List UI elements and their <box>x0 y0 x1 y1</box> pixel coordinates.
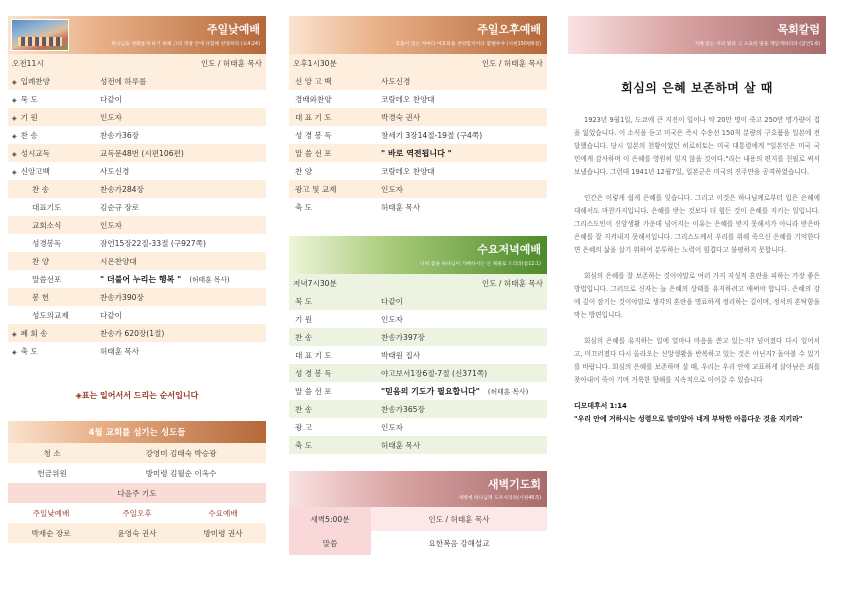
order-value-text: 허태훈 목사 <box>381 202 421 212</box>
order-value-text: 교독문48번 (시편106편) <box>100 148 184 158</box>
order-value <box>377 180 547 198</box>
order-label <box>289 310 377 328</box>
article-paragraph: 인간은 이렇게 쉽게 은혜를 잊습니다. 그리고 이것은 하나님께로부터 입은 은혜에 대해서도 마찬가지입니다. 은혜를 받는 것보다 더 힘든 것이 은혜를 지키는 일입니다. 그리스도인이 신앙생활 가운데 넘어지는 이유는 은혜를 받지 못해서가 아니라 받은바 은혜를 잘 지켜내지 못해서입니다. 그리스도께서 우리를 위해 죽으신 은혜를 기억한다면 은혜의 삶을 살기 위하여 분투하는 노력이 힘겹다고 불평하지 못합니다. <box>574 194 820 254</box>
order-value <box>96 90 266 108</box>
order-row <box>289 310 547 328</box>
order-label-text: 대표기도 <box>32 202 62 212</box>
order-value-text: 김순규 장로 <box>100 202 140 212</box>
morning-title: 주일낮예배 <box>206 23 260 36</box>
order-value-text: 다같이 <box>381 296 404 306</box>
order-row <box>8 126 266 144</box>
order-value-text: 인도자 <box>100 112 123 122</box>
afternoon-header <box>289 16 547 54</box>
order-label <box>289 108 377 126</box>
column-header <box>568 16 826 54</box>
order-label <box>289 144 377 162</box>
order-label <box>8 252 96 270</box>
order-label <box>8 126 96 144</box>
sermon-title: "믿음의 기도가 필요합니다" <box>381 386 480 396</box>
order-row <box>289 418 547 436</box>
order-row <box>8 180 266 198</box>
wednesday-time-row <box>289 274 547 292</box>
order-value-text: 찬송가 620장(1절) <box>100 328 165 338</box>
order-value-text: 성전에 하루를 <box>100 76 147 86</box>
order-label-text: 대 표 기 도 <box>295 350 332 360</box>
order-row <box>8 108 266 126</box>
article-paragraph: 1923년 9월1일, 도쿄에 큰 지진이 일어나 약 20만 명이 죽고 250만 명가량이 집을 잃었습니다. 이 소식을 듣고 미국은 즉시 수송선 150척 분량의 구호품을 일본에 전달했습니다. 당시 일본의 천황이었던 히로히토는 미국 대통령에게 "일본인은 미국 국민에게 감사하며 이 은혜를 영원히 잊지 않을 것이다."라는 내용의 편지를 친필로 써서 보냈습니다. 그런데 1941년 12월7일, 일본군은 미국의 진주만을 공격하였습니다. <box>574 116 820 176</box>
order-row <box>8 342 266 360</box>
order-value-text: 인도자 <box>100 220 123 230</box>
order-value <box>377 108 547 126</box>
order-row <box>289 90 547 108</box>
order-value <box>377 310 547 328</box>
order-label-text: 신앙고백 <box>20 166 50 176</box>
order-label <box>289 90 377 108</box>
order-label <box>289 180 377 198</box>
order-label-text: 봉 헌 <box>32 292 50 302</box>
order-label <box>8 216 96 234</box>
servers-section <box>8 421 266 543</box>
dawn-label: 새벽5:00분 <box>289 507 371 531</box>
next-prayer-name: 박재순 장로 <box>8 523 94 543</box>
order-label <box>289 382 377 400</box>
order-value <box>96 324 266 342</box>
afternoon-column <box>289 16 547 555</box>
order-value-text: 창세기 3장14절-19절 (구4쪽) <box>381 130 483 140</box>
order-row <box>8 72 266 90</box>
order-value <box>377 418 547 436</box>
order-label-text: 말씀선포 <box>32 274 62 284</box>
order-value <box>377 126 547 144</box>
order-row <box>8 288 266 306</box>
order-value <box>96 216 266 234</box>
next-prayer-header-row <box>8 503 266 523</box>
afternoon-rows <box>289 72 547 216</box>
order-label-text: 축 도 <box>295 202 313 212</box>
wednesday-header <box>289 236 547 274</box>
order-label-text: 대 표 기 도 <box>295 112 332 122</box>
wednesday-order-table <box>289 274 547 454</box>
order-value <box>377 328 547 346</box>
order-label-text: 묵 도 <box>20 94 38 104</box>
scripture-reference <box>568 400 826 426</box>
afternoon-time: 오후1시30분 <box>289 54 377 72</box>
order-label <box>289 400 377 418</box>
article-paragraph: 회심의 은혜를 잘 보존하는 것이야말로 여러 가지 지성적 혼란을 피하는 가장 좋은 방법입니다. 그러므로 신자는 늘 은혜의 상태를 유지하려고 애써야 합니다. 은혜의 강에 깊이 잠기는 것이야말로 생각의 혼란을 명료하게 정리하는 길이며, 정서의 혼탁함을 막는 방편입니다. <box>574 272 820 319</box>
servers-label: 헌금위원 <box>8 463 96 483</box>
order-value-text: 코람데오 찬양대 <box>381 166 435 176</box>
standing-mark-icon: ◈ <box>12 114 17 122</box>
order-label <box>289 198 377 216</box>
order-label-text: 폐 회 송 <box>20 328 48 338</box>
order-value <box>96 162 266 180</box>
scripture-text: "우리 안에 거하시는 성령으로 말미암아 네게 부탁한 아름다운 것을 지키라" <box>574 415 803 423</box>
order-value <box>96 306 266 324</box>
order-label <box>8 288 96 306</box>
order-label-text: 찬 송 <box>32 184 50 194</box>
order-label-text: 찬 양 <box>32 256 50 266</box>
column-verse: 지혜 있는 자의 말과 그 오묘한 말을 깨닫게하리라 (잠언1:6) <box>694 42 820 47</box>
order-label-text: 교회소식 <box>32 220 62 230</box>
order-value <box>377 90 547 108</box>
order-label <box>8 234 96 252</box>
morning-leader: 인도 / 허태훈 목사 <box>96 54 266 72</box>
order-row <box>289 436 547 454</box>
order-label <box>8 198 96 216</box>
column-title: 목회칼럼 <box>777 23 820 36</box>
order-row <box>289 144 547 162</box>
preacher-name: (허태훈 목사) <box>189 275 230 284</box>
order-value-text: 인도자 <box>381 184 404 194</box>
order-label <box>8 342 96 360</box>
dawn-verse: 새벽에 하나님께 도우시리라(시편46:5) <box>458 496 541 501</box>
wednesday-verse: 너희 몸을 하나님이 기뻐하시는 산 제물로 드리라(롬12:1) <box>420 262 541 267</box>
order-value-text: 시온찬양대 <box>100 256 137 266</box>
order-label <box>8 108 96 126</box>
servers-value: 방미령 김월순 이옥수 <box>96 463 266 483</box>
order-label <box>289 126 377 144</box>
afternoon-verse: 호흡이 있는 자마다 여호와를 찬양할지어다 할렐루야 (시편150편6절) <box>395 42 541 47</box>
order-value <box>96 198 266 216</box>
order-value-text: 다같이 <box>100 94 123 104</box>
order-value <box>377 144 547 162</box>
next-prayer-title: 다음주 기도 <box>8 483 266 503</box>
order-value <box>96 342 266 360</box>
morning-order-table <box>8 54 266 360</box>
article-body <box>568 114 826 387</box>
congregation-photo <box>11 19 69 51</box>
order-value <box>377 346 547 364</box>
article-paragraph: 회심의 은혜를 유지하는 일에 얼마나 마음을 쏟고 있는지? 넘어졌다 다시 일어서고, 미끄러졌다 다시 올라오는 신앙생활을 반복하고 있는 것은 아닌지? 돌아볼 수 있기를 바랍니다. 회심의 은혜를 보존하며 살 때, 우리는 우리 안에 교표하게 살아남은 죄를 찾아내어 죽이 기며 거룩한 향해를 지속적으로 이어갈 수 있습니다 <box>574 337 820 384</box>
order-value <box>377 72 547 90</box>
order-label-text: 경배와찬양 <box>295 94 332 104</box>
order-value <box>96 72 266 90</box>
servers-header <box>8 421 266 443</box>
morning-verse: 하나님을 영화롭게 하기 위해 그의 영광 안에 다함께 찬양하라 (요4:24) <box>111 42 260 47</box>
order-value-text: 잠언15장22절-33절 (구927쪽) <box>100 238 206 248</box>
wednesday-rows <box>289 292 547 454</box>
order-row <box>8 198 266 216</box>
order-row <box>289 346 547 364</box>
order-label-text: 찬 송 <box>295 404 313 414</box>
sermon-title: " 더불어 누리는 행복 " <box>100 274 182 284</box>
standing-mark-icon: ◈ <box>12 348 17 356</box>
order-label-text: 묵 도 <box>295 296 313 306</box>
order-value <box>96 252 266 270</box>
order-value <box>377 198 547 216</box>
order-label-text: 찬 송 <box>20 130 38 140</box>
order-value-text: 박경숙 권사 <box>381 112 421 122</box>
standing-mark-icon: ◈ <box>12 150 17 158</box>
standing-mark-icon: ◈ <box>12 168 17 176</box>
afternoon-title: 주일오후예배 <box>477 23 541 36</box>
article-title: 회심의 은혜 보존하며 살 때 <box>621 81 773 95</box>
morning-rows <box>8 72 266 360</box>
order-value <box>96 126 266 144</box>
afternoon-order-table <box>289 54 547 216</box>
afternoon-leader: 인도 / 허태훈 목사 <box>377 54 547 72</box>
dawn-label: 말씀 <box>289 531 371 555</box>
dawn-row <box>289 531 547 555</box>
order-label-text: 성 경 봉 독 <box>295 130 332 140</box>
order-label-text: 성경봉독 <box>32 238 62 248</box>
order-label-text: 말 씀 선 포 <box>295 386 332 396</box>
order-label <box>8 270 96 288</box>
order-label-text: 성시교독 <box>20 148 50 158</box>
order-value-text: 코람데오 찬양대 <box>381 94 435 104</box>
standing-mark-icon: ◈ <box>12 78 17 86</box>
order-row <box>289 400 547 418</box>
dawn-title: 새벽기도회 <box>487 478 541 491</box>
order-label <box>8 306 96 324</box>
order-label <box>289 328 377 346</box>
order-label-text: 성도의교제 <box>32 310 69 320</box>
order-label-text: 광고 및 교제 <box>295 184 337 194</box>
order-label-text: 기 원 <box>20 112 38 122</box>
morning-time-row <box>8 54 266 72</box>
next-prayer-header: 수요예배 <box>180 503 266 523</box>
standing-mark-icon: ◈ <box>12 330 17 338</box>
order-value-text: 사도신경 <box>381 76 411 86</box>
order-value <box>377 382 547 400</box>
order-row <box>8 90 266 108</box>
order-label <box>289 72 377 90</box>
servers-row <box>8 463 266 483</box>
dawn-row <box>289 507 547 531</box>
servers-table <box>8 443 266 483</box>
order-value-text: 박태원 집사 <box>381 350 421 360</box>
order-row <box>289 162 547 180</box>
pastor-column <box>568 16 826 426</box>
order-row <box>289 382 547 400</box>
order-row <box>8 162 266 180</box>
order-row <box>8 144 266 162</box>
order-label-text: 찬 송 <box>295 332 313 342</box>
morning-header <box>8 16 266 54</box>
next-prayer-name: 방미령 권사 <box>180 523 266 543</box>
order-value-text: 인도자 <box>381 314 404 324</box>
next-prayer-table <box>8 483 266 543</box>
next-prayer-title-row <box>8 483 266 503</box>
order-value-text: 찬송가365장 <box>381 404 425 414</box>
order-row <box>289 180 547 198</box>
order-value-text: 허태훈 목사 <box>100 346 140 356</box>
sermon-title: " 바로 역전됩니다 " <box>381 148 452 158</box>
order-label <box>8 162 96 180</box>
order-label <box>289 418 377 436</box>
dawn-value: 요한복음 강해설교 <box>371 531 547 555</box>
order-row <box>8 216 266 234</box>
servers-row <box>8 443 266 463</box>
servers-label: 청 소 <box>8 443 96 463</box>
wednesday-leader: 인도 / 허태훈 목사 <box>377 274 547 292</box>
morning-service-column <box>8 16 266 543</box>
dawn-section <box>289 471 547 555</box>
order-label-text: 찬 양 <box>295 166 313 176</box>
order-row <box>8 234 266 252</box>
order-label-text: 말 씀 선 포 <box>295 148 332 158</box>
order-label <box>289 162 377 180</box>
order-label <box>8 90 96 108</box>
order-value-text: 찬송가397장 <box>381 332 425 342</box>
order-value <box>96 144 266 162</box>
order-label-text: 축 도 <box>295 440 313 450</box>
order-label <box>8 324 96 342</box>
order-row <box>289 108 547 126</box>
order-value <box>377 400 547 418</box>
order-value <box>377 162 547 180</box>
morning-time: 오전11시 <box>8 54 96 72</box>
order-value-text: 인도자 <box>381 422 404 432</box>
order-label-text: 기 원 <box>295 314 313 324</box>
next-prayer-header: 주일낮예배 <box>8 503 94 523</box>
order-row <box>8 252 266 270</box>
order-row <box>8 306 266 324</box>
order-value-text: 사도신경 <box>100 166 130 176</box>
next-prayer-name: 윤영숙 권사 <box>94 523 180 543</box>
order-value-text: 찬송가390장 <box>100 292 144 302</box>
wednesday-title: 수요저녁예배 <box>477 243 541 256</box>
order-row <box>289 72 547 90</box>
scripture-ref: 디모데후서 1:14 <box>574 402 627 410</box>
order-value <box>96 180 266 198</box>
standing-mark-icon: ◈ <box>12 96 17 104</box>
order-label <box>289 364 377 382</box>
afternoon-time-row <box>289 54 547 72</box>
order-label-text: 신 앙 고 백 <box>295 76 332 86</box>
order-value-text: 다같이 <box>100 310 123 320</box>
order-row <box>289 292 547 310</box>
wednesday-time: 저녁7시30분 <box>289 274 377 292</box>
order-label <box>289 346 377 364</box>
order-label <box>8 72 96 90</box>
preacher-name: (허태훈 목사) <box>487 387 529 396</box>
order-value <box>96 288 266 306</box>
order-label-text: 광 고 <box>295 422 313 432</box>
servers-value: 강영미 김태숙 박승광 <box>96 443 266 463</box>
next-prayer-names-row <box>8 523 266 543</box>
order-row <box>289 126 547 144</box>
dawn-header <box>289 471 547 507</box>
dawn-table <box>289 507 547 555</box>
order-value <box>377 292 547 310</box>
order-label-text: 성 경 봉 독 <box>295 368 332 378</box>
order-label-text: 축 도 <box>20 346 38 356</box>
order-label <box>289 292 377 310</box>
order-label <box>8 180 96 198</box>
order-value <box>377 436 547 454</box>
order-label <box>289 436 377 454</box>
order-value <box>96 270 266 288</box>
standing-notice: ◈표는 일어서서 드리는 순서입니다 <box>75 391 199 400</box>
order-value-text: 허태훈 목사 <box>381 440 421 450</box>
order-label-text: 입례찬양 <box>20 76 50 86</box>
order-row <box>289 198 547 216</box>
order-row <box>289 364 547 382</box>
servers-title: 4월 교회를 섬기는 성도들 <box>88 428 186 438</box>
order-row <box>289 328 547 346</box>
order-value-text: 찬송가284장 <box>100 184 144 194</box>
dawn-value: 인도 / 허태훈 목사 <box>371 507 547 531</box>
order-value <box>96 108 266 126</box>
standing-mark-icon: ◈ <box>12 132 17 140</box>
order-value-text: 찬송가36장 <box>100 130 140 140</box>
order-value <box>377 364 547 382</box>
order-value <box>96 234 266 252</box>
order-row <box>8 324 266 342</box>
order-row <box>8 270 266 288</box>
order-label <box>8 144 96 162</box>
order-value-text: 야고보서1장6절-7절 (신371쪽) <box>381 368 488 378</box>
next-prayer-header: 주일오후 <box>94 503 180 523</box>
